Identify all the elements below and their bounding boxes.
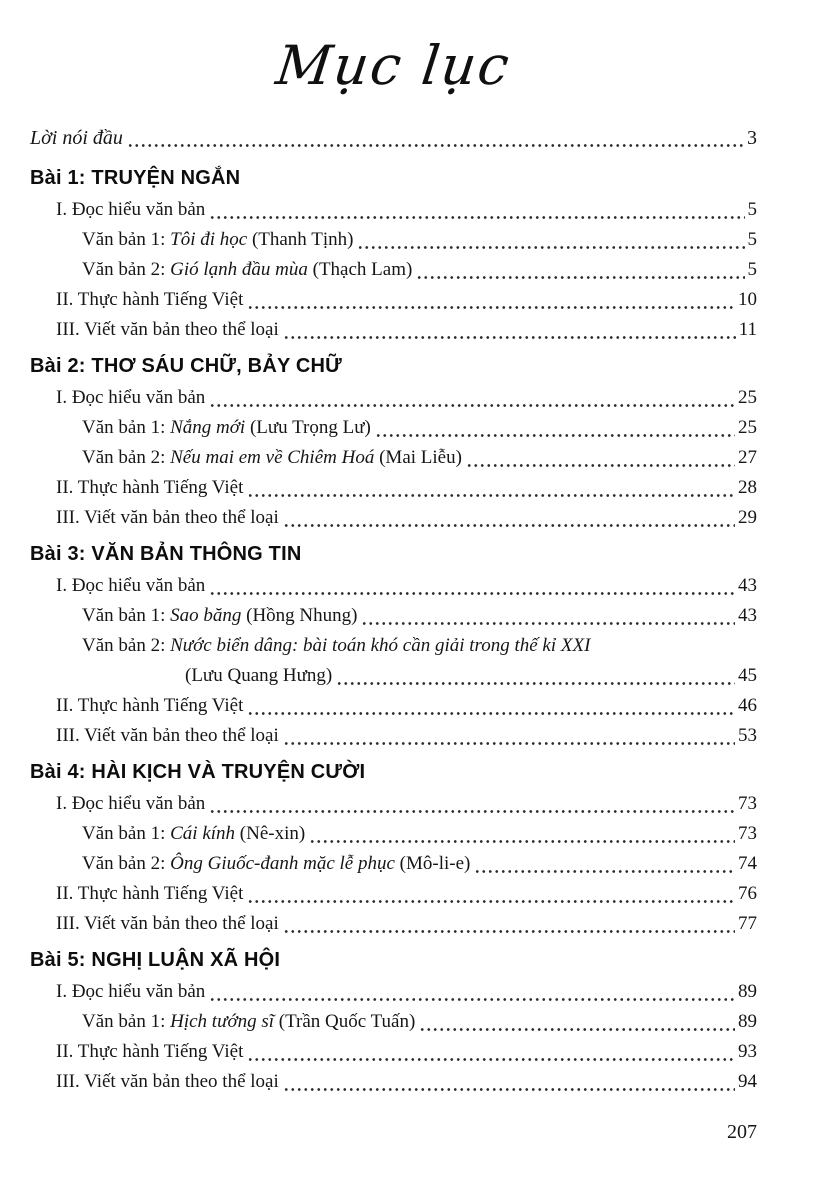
toc-entry-page: 89 — [738, 981, 757, 1002]
toc-entry-preface — [30, 123, 757, 153]
dot-leader — [209, 590, 735, 595]
toc-entry — [30, 383, 757, 413]
toc-entry-title: Tôi đi học — [170, 229, 248, 250]
toc-entry — [30, 1037, 757, 1067]
toc-entry-suffix: (Mai Liễu) — [374, 447, 462, 468]
toc-entry-label: II. Thực hành Tiếng Việt — [56, 883, 244, 904]
toc-entry — [30, 473, 757, 503]
dot-leader — [247, 710, 735, 715]
dot-leader — [419, 1026, 735, 1031]
toc-entry-prefix: Văn bản 2: — [82, 853, 171, 874]
toc-entry — [30, 1067, 757, 1097]
toc-entry — [30, 601, 757, 631]
toc-entry-suffix: (Lưu Trọng Lư) — [245, 417, 371, 438]
toc-entry-label — [82, 443, 462, 473]
toc-entry-page: 45 — [738, 665, 757, 686]
toc-entry — [30, 849, 757, 879]
toc-entry — [30, 691, 757, 721]
toc-entry-page: 5 — [747, 199, 757, 220]
section-heading: Bài 5: NGHỊ LUẬN XÃ HỘI — [30, 949, 281, 971]
toc-entry-prefix: Văn bản 2: — [82, 635, 171, 656]
toc-entry — [30, 631, 757, 661]
toc-entry-page: 89 — [738, 1011, 757, 1032]
toc-entry — [30, 819, 757, 849]
toc-entry-prefix: Văn bản 1: — [82, 417, 171, 438]
toc-entry-prefix: Văn bản 1: — [82, 229, 171, 250]
toc-entry — [30, 503, 757, 533]
toc-entry-title: Nắng mới — [170, 417, 246, 438]
dot-leader — [283, 522, 735, 527]
dot-leader — [283, 928, 735, 933]
toc-entry-page: 73 — [738, 793, 757, 814]
dot-leader — [283, 334, 736, 339]
toc-entry — [30, 315, 757, 345]
toc-entry — [30, 909, 757, 939]
toc-entry-label: II. Thực hành Tiếng Việt — [56, 1041, 244, 1062]
toc-entry-label: II. Thực hành Tiếng Việt — [56, 477, 244, 498]
toc-entry-page: 94 — [738, 1071, 757, 1092]
toc-entry-page: 74 — [738, 853, 757, 874]
dot-leader — [474, 868, 735, 873]
toc-entry-page: 46 — [738, 695, 757, 716]
dot-leader — [209, 808, 735, 813]
section-heading: Bài 4: HÀI KỊCH VÀ TRUYỆN CƯỜI — [30, 761, 366, 783]
toc-entry-label: III. Viết văn bản theo thể loại — [56, 913, 279, 934]
toc-entry-label: I. Đọc hiểu văn bản — [56, 575, 206, 596]
section-heading: Bài 3: VĂN BẢN THÔNG TIN — [30, 543, 302, 565]
page-number: 207 — [727, 1121, 757, 1143]
toc-entry-label — [82, 819, 305, 849]
toc-entry — [30, 443, 757, 473]
toc-entry-title: Sao băng — [170, 605, 242, 626]
toc-entry-page: 29 — [738, 507, 757, 528]
toc-entry-page: 53 — [738, 725, 757, 746]
toc-entry-label — [82, 601, 357, 631]
page-title: Mục lục — [272, 34, 515, 97]
dot-leader — [416, 274, 744, 279]
dot-leader — [247, 492, 735, 497]
toc-entry-page: 5 — [747, 259, 757, 280]
toc-entry-title: Cái kính — [170, 823, 236, 844]
toc-entry-title: Ông Giuốc-đanh mặc lễ phục — [170, 853, 395, 874]
toc-entry-page: 25 — [738, 417, 757, 438]
toc-entry-label: III. Viết văn bản theo thể loại — [56, 319, 279, 340]
toc-entry — [30, 721, 757, 751]
toc-entry-suffix: (Thanh Tịnh) — [247, 229, 354, 250]
toc-entry — [30, 879, 757, 909]
toc-entry-title: Nước biển dâng: bài toán khó cần giải trong thế kỉ XXI — [170, 635, 591, 656]
toc-entry — [30, 1007, 757, 1037]
toc-entry-prefix: Văn bản 2: — [82, 259, 171, 280]
toc-entry-label — [82, 849, 470, 879]
dot-leader — [247, 304, 735, 309]
toc-entry-label — [82, 1007, 415, 1037]
toc-entry-label: III. Viết văn bản theo thể loại — [56, 1071, 279, 1092]
toc-entry — [30, 255, 757, 285]
dot-leader — [466, 462, 735, 467]
toc-entry-suffix: (Trần Quốc Tuấn) — [274, 1011, 416, 1032]
toc-entry — [30, 225, 757, 255]
dot-leader — [375, 432, 735, 437]
toc-entry-label — [82, 631, 590, 661]
toc-entry-title: Gió lạnh đầu mùa — [170, 259, 308, 280]
toc-entry-page: 3 — [747, 127, 757, 149]
toc-entry-title: Nếu mai em về Chiêm Hoá — [170, 447, 375, 468]
toc-entry-label: Lời nói đầu — [30, 127, 123, 149]
dot-leader — [247, 1056, 735, 1061]
toc-entry-suffix: (Nê-xin) — [235, 823, 306, 844]
dot-leader — [357, 244, 744, 249]
toc-entry-page: 77 — [738, 913, 757, 934]
table-of-contents — [30, 123, 757, 1097]
dot-leader — [247, 898, 735, 903]
toc-entry-label: II. Thực hành Tiếng Việt — [56, 695, 244, 716]
toc-entry-label — [82, 413, 371, 443]
toc-entry-label: II. Thực hành Tiếng Việt — [56, 289, 244, 310]
toc-entry — [30, 413, 757, 443]
dot-leader — [283, 1086, 735, 1091]
toc-entry-page: 28 — [738, 477, 757, 498]
toc-entry-page: 10 — [738, 289, 757, 310]
toc-entry-page: 25 — [738, 387, 757, 408]
toc-entry-page: 76 — [738, 883, 757, 904]
dot-leader — [209, 402, 735, 407]
dot-leader — [336, 680, 735, 685]
toc-entry-label: I. Đọc hiểu văn bản — [56, 793, 206, 814]
toc-entry-label: III. Viết văn bản theo thể loại — [56, 725, 279, 746]
dot-leader — [209, 996, 735, 1001]
toc-entry-continuation — [30, 661, 757, 691]
toc-entry-label — [82, 255, 412, 285]
section-heading: Bài 2: THƠ SÁU CHỮ, BẢY CHỮ — [30, 355, 342, 377]
dot-leader — [309, 838, 735, 843]
toc-entry-suffix: (Hồng Nhung) — [241, 605, 358, 626]
dot-leader — [127, 142, 744, 147]
section-heading: Bài 1: TRUYỆN NGẮN — [30, 167, 241, 189]
toc-entry-prefix: Văn bản 1: — [82, 823, 171, 844]
toc-entry — [30, 285, 757, 315]
toc-entry — [30, 977, 757, 1007]
toc-entry-suffix: (Mô-li-e) — [394, 853, 471, 874]
toc-entry-page: 73 — [738, 823, 757, 844]
toc-entry-prefix: Văn bản 1: — [82, 1011, 171, 1032]
toc-entry — [30, 571, 757, 601]
dot-leader — [283, 740, 735, 745]
toc-entry — [30, 195, 757, 225]
dot-leader — [209, 214, 744, 219]
toc-entry-title: Hịch tướng sĩ — [170, 1011, 275, 1032]
toc-entry-label: I. Đọc hiểu văn bản — [56, 387, 206, 408]
toc-entry-label — [82, 225, 353, 255]
toc-entry-prefix: Văn bản 2: — [82, 447, 171, 468]
toc-entry-page: 27 — [738, 447, 757, 468]
toc-entry — [30, 789, 757, 819]
toc-entry-page: 5 — [747, 229, 757, 250]
toc-entry-page: 43 — [738, 575, 757, 596]
toc-entry-page: 11 — [738, 319, 757, 340]
toc-entry-page: 93 — [738, 1041, 757, 1062]
toc-entry-prefix: Văn bản 1: — [82, 605, 171, 626]
toc-entry-label: (Lưu Quang Hưng) — [185, 665, 333, 686]
dot-leader — [361, 620, 735, 625]
toc-entry-page: 43 — [738, 605, 757, 626]
toc-entry-label: I. Đọc hiểu văn bản — [56, 199, 206, 220]
toc-entry-label: III. Viết văn bản theo thể loại — [56, 507, 279, 528]
toc-entry-label: I. Đọc hiểu văn bản — [56, 981, 206, 1002]
toc-entry-suffix: (Thạch Lam) — [307, 259, 413, 280]
